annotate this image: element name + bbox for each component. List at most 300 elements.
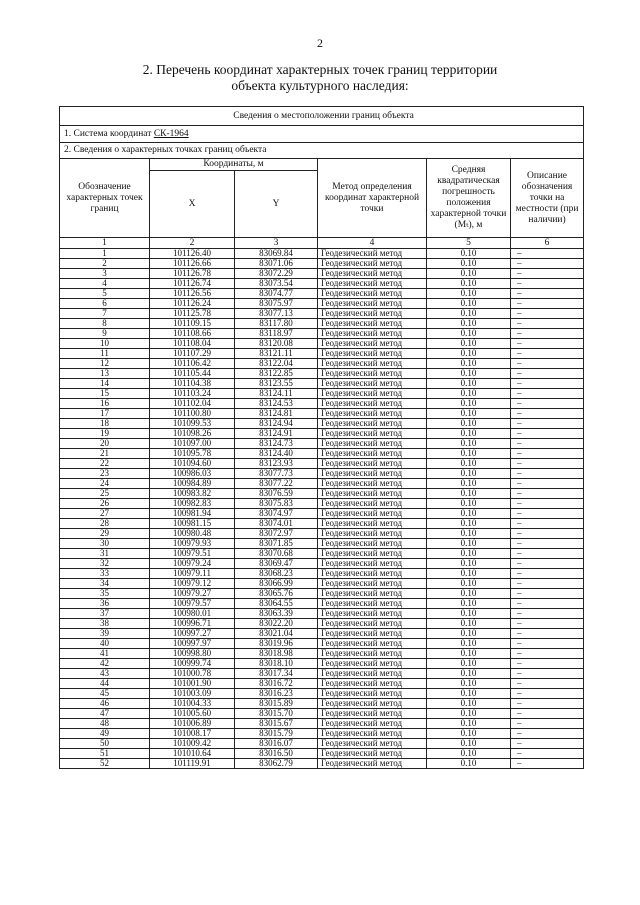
desc-cell: – [511, 329, 584, 339]
desc-cell: – [511, 599, 584, 609]
method-cell: Геодезический метод [318, 489, 427, 499]
y-cell: 83121.11 [235, 349, 318, 359]
table-row [60, 489, 584, 499]
desc-cell: – [511, 399, 584, 409]
error-cell: 0.10 [427, 689, 511, 699]
table-row [60, 279, 584, 289]
point-cell: 26 [60, 499, 150, 509]
y-cell: 83071.85 [235, 539, 318, 549]
y-cell: 83016.72 [235, 679, 318, 689]
method-cell: Геодезический метод [318, 629, 427, 639]
title-line-2: объекта культурного наследия: [231, 78, 409, 93]
y-cell: 83076.59 [235, 489, 318, 499]
point-cell: 24 [60, 479, 150, 489]
col-header-x: X [150, 171, 235, 238]
x-cell: 101126.40 [150, 249, 235, 259]
table-row [60, 369, 584, 379]
y-cell: 83075.83 [235, 499, 318, 509]
y-cell: 83063.39 [235, 609, 318, 619]
x-cell: 100980.01 [150, 609, 235, 619]
error-cell: 0.10 [427, 719, 511, 729]
x-cell: 101108.04 [150, 339, 235, 349]
error-cell: 0.10 [427, 759, 511, 769]
error-cell: 0.10 [427, 699, 511, 709]
x-cell: 100983.82 [150, 489, 235, 499]
error-cell: 0.10 [427, 589, 511, 599]
point-cell: 22 [60, 459, 150, 469]
table-row [60, 759, 584, 769]
method-cell: Геодезический метод [318, 279, 427, 289]
y-cell: 83069.84 [235, 249, 318, 259]
y-cell: 83015.67 [235, 719, 318, 729]
y-cell: 83016.23 [235, 689, 318, 699]
method-cell: Геодезический метод [318, 509, 427, 519]
y-cell: 83065.76 [235, 589, 318, 599]
error-cell: 0.10 [427, 669, 511, 679]
table-row [60, 599, 584, 609]
table-row [60, 349, 584, 359]
table-row [60, 359, 584, 369]
error-cell: 0.10 [427, 409, 511, 419]
desc-cell: – [511, 359, 584, 369]
coord-system-row [60, 126, 584, 143]
table-row [60, 589, 584, 599]
y-cell: 83015.89 [235, 699, 318, 709]
method-cell: Геодезический метод [318, 729, 427, 739]
error-cell: 0.10 [427, 549, 511, 559]
table-row [60, 539, 584, 549]
error-cell: 0.10 [427, 289, 511, 299]
table-row [60, 749, 584, 759]
method-cell: Геодезический метод [318, 449, 427, 459]
desc-cell: – [511, 319, 584, 329]
error-cell: 0.10 [427, 329, 511, 339]
method-cell: Геодезический метод [318, 389, 427, 399]
point-cell: 1 [60, 249, 150, 259]
error-cell: 0.10 [427, 679, 511, 689]
table-row [60, 509, 584, 519]
method-cell: Геодезический метод [318, 759, 427, 769]
method-cell: Геодезический метод [318, 529, 427, 539]
error-cell: 0.10 [427, 519, 511, 529]
desc-cell: – [511, 679, 584, 689]
error-cell: 0.10 [427, 269, 511, 279]
y-cell: 83124.11 [235, 389, 318, 399]
desc-cell: – [511, 429, 584, 439]
table-row [60, 389, 584, 399]
table-row [60, 419, 584, 429]
desc-cell: – [511, 589, 584, 599]
table-row [60, 469, 584, 479]
error-cell: 0.10 [427, 709, 511, 719]
error-cell: 0.10 [427, 489, 511, 499]
point-cell: 23 [60, 469, 150, 479]
x-cell: 100984.89 [150, 479, 235, 489]
point-cell: 38 [60, 619, 150, 629]
table-row [60, 379, 584, 389]
x-cell: 101004.33 [150, 699, 235, 709]
method-cell: Геодезический метод [318, 269, 427, 279]
desc-cell: – [511, 339, 584, 349]
desc-cell: – [511, 759, 584, 769]
error-cell: 0.10 [427, 389, 511, 399]
y-cell: 83072.29 [235, 269, 318, 279]
method-cell: Геодезический метод [318, 559, 427, 569]
table-row [60, 429, 584, 439]
error-cell: 0.10 [427, 559, 511, 569]
method-cell: Геодезический метод [318, 309, 427, 319]
x-cell: 101109.15 [150, 319, 235, 329]
point-cell: 12 [60, 359, 150, 369]
y-cell: 83066.99 [235, 579, 318, 589]
x-cell: 100999.74 [150, 659, 235, 669]
desc-cell: – [511, 379, 584, 389]
point-cell: 13 [60, 369, 150, 379]
table-row [60, 579, 584, 589]
error-cell: 0.10 [427, 339, 511, 349]
y-cell: 83015.79 [235, 729, 318, 739]
point-cell: 18 [60, 419, 150, 429]
table-row [60, 399, 584, 409]
desc-cell: – [511, 449, 584, 459]
method-cell: Геодезический метод [318, 299, 427, 309]
y-cell: 83077.22 [235, 479, 318, 489]
table-row [60, 479, 584, 489]
desc-cell: – [511, 249, 584, 259]
table-row [60, 249, 584, 259]
x-cell: 100979.51 [150, 549, 235, 559]
section2-label: 2. Сведения о характерных точках границ объекта [60, 143, 584, 159]
error-cell: 0.10 [427, 749, 511, 759]
point-cell: 8 [60, 319, 150, 329]
desc-cell: – [511, 629, 584, 639]
method-cell: Геодезический метод [318, 679, 427, 689]
desc-cell: – [511, 639, 584, 649]
x-cell: 100998.80 [150, 649, 235, 659]
x-cell: 100981.15 [150, 519, 235, 529]
x-cell: 101126.24 [150, 299, 235, 309]
error-cell: 0.10 [427, 649, 511, 659]
desc-cell: – [511, 479, 584, 489]
table-row [60, 739, 584, 749]
y-cell: 83068.23 [235, 569, 318, 579]
point-cell: 43 [60, 669, 150, 679]
error-cell: 0.10 [427, 419, 511, 429]
desc-cell: – [511, 689, 584, 699]
point-cell: 32 [60, 559, 150, 569]
x-cell: 101119.91 [150, 759, 235, 769]
y-cell: 83018.10 [235, 659, 318, 669]
point-cell: 48 [60, 719, 150, 729]
method-cell: Геодезический метод [318, 399, 427, 409]
method-cell: Геодезический метод [318, 669, 427, 679]
error-cell: 0.10 [427, 369, 511, 379]
table-row [60, 629, 584, 639]
coord-system [60, 126, 584, 143]
error-cell: 0.10 [427, 659, 511, 669]
point-cell: 34 [60, 579, 150, 589]
y-cell: 83124.40 [235, 449, 318, 459]
desc-cell: – [511, 409, 584, 419]
x-cell: 100979.27 [150, 589, 235, 599]
title-line-1: 2. Перечень координат характерных точек границ территории [142, 62, 498, 77]
error-cell: 0.10 [427, 619, 511, 629]
x-cell: 101099.53 [150, 419, 235, 429]
method-cell: Геодезический метод [318, 339, 427, 349]
method-cell: Геодезический метод [318, 739, 427, 749]
error-cell: 0.10 [427, 529, 511, 539]
table-row [60, 299, 584, 309]
desc-cell: – [511, 739, 584, 749]
point-cell: 4 [60, 279, 150, 289]
method-cell: Геодезический метод [318, 659, 427, 669]
method-cell: Геодезический метод [318, 379, 427, 389]
y-cell: 83077.73 [235, 469, 318, 479]
col-header-error: Средняя квадратическая погрешность положения характерной точки (Mₜ), м [427, 159, 511, 238]
point-cell: 30 [60, 539, 150, 549]
point-cell: 31 [60, 549, 150, 559]
error-cell: 0.10 [427, 299, 511, 309]
table-row [60, 519, 584, 529]
x-cell: 101000.78 [150, 669, 235, 679]
point-cell: 3 [60, 269, 150, 279]
desc-cell: – [511, 299, 584, 309]
page-number: 2 [317, 36, 323, 50]
table-row [60, 309, 584, 319]
x-cell: 101106.42 [150, 359, 235, 369]
desc-cell: – [511, 349, 584, 359]
coord-system-value: СК-1964 [153, 128, 189, 139]
desc-cell: – [511, 549, 584, 559]
y-cell: 83123.93 [235, 459, 318, 469]
table-row [60, 609, 584, 619]
desc-cell: – [511, 519, 584, 529]
x-cell: 101108.66 [150, 329, 235, 339]
desc-cell: – [511, 469, 584, 479]
table-row [60, 689, 584, 699]
desc-cell: – [511, 669, 584, 679]
x-cell: 100979.12 [150, 579, 235, 589]
point-cell: 11 [60, 349, 150, 359]
method-cell: Геодезический метод [318, 369, 427, 379]
error-cell: 0.10 [427, 509, 511, 519]
method-cell: Геодезический метод [318, 419, 427, 429]
method-cell: Геодезический метод [318, 699, 427, 709]
point-cell: 45 [60, 689, 150, 699]
table-row [60, 669, 584, 679]
method-cell: Геодезический метод [318, 569, 427, 579]
col-number: 5 [427, 238, 511, 249]
method-cell: Геодезический метод [318, 479, 427, 489]
y-cell: 83074.97 [235, 509, 318, 519]
desc-cell: – [511, 279, 584, 289]
x-cell: 101125.78 [150, 309, 235, 319]
col-number: 4 [318, 238, 427, 249]
point-cell: 29 [60, 529, 150, 539]
x-cell: 100979.57 [150, 599, 235, 609]
table-row [60, 559, 584, 569]
error-cell: 0.10 [427, 359, 511, 369]
point-cell: 50 [60, 739, 150, 749]
x-cell: 101107.29 [150, 349, 235, 359]
x-cell: 100979.93 [150, 539, 235, 549]
method-cell: Геодезический метод [318, 439, 427, 449]
desc-cell: – [511, 579, 584, 589]
error-cell: 0.10 [427, 249, 511, 259]
desc-cell: – [511, 509, 584, 519]
y-cell: 83124.73 [235, 439, 318, 449]
y-cell: 83070.68 [235, 549, 318, 559]
desc-cell: – [511, 719, 584, 729]
x-cell: 101094.60 [150, 459, 235, 469]
desc-cell: – [511, 659, 584, 669]
desc-cell: – [511, 419, 584, 429]
method-cell: Геодезический метод [318, 359, 427, 369]
error-cell: 0.10 [427, 259, 511, 269]
method-cell: Геодезический метод [318, 519, 427, 529]
desc-cell: – [511, 609, 584, 619]
table-row [60, 269, 584, 279]
table-row [60, 459, 584, 469]
x-cell: 101100.80 [150, 409, 235, 419]
method-cell: Геодезический метод [318, 499, 427, 509]
y-cell: 83124.53 [235, 399, 318, 409]
y-cell: 83064.55 [235, 599, 318, 609]
y-cell: 83118.97 [235, 329, 318, 339]
method-cell: Геодезический метод [318, 429, 427, 439]
desc-cell: – [511, 699, 584, 709]
error-cell: 0.10 [427, 279, 511, 289]
error-cell: 0.10 [427, 379, 511, 389]
method-cell: Геодезический метод [318, 539, 427, 549]
error-cell: 0.10 [427, 579, 511, 589]
coord-system-label: 1. Система координат [64, 128, 154, 139]
point-cell: 33 [60, 569, 150, 579]
point-cell: 46 [60, 699, 150, 709]
x-cell: 101005.60 [150, 709, 235, 719]
method-cell: Геодезический метод [318, 319, 427, 329]
error-cell: 0.10 [427, 569, 511, 579]
col-header-y: Y [235, 171, 318, 238]
y-cell: 83124.81 [235, 409, 318, 419]
x-cell: 101098.26 [150, 429, 235, 439]
x-cell: 100986.03 [150, 469, 235, 479]
desc-cell: – [511, 489, 584, 499]
table-row [60, 439, 584, 449]
table-row [60, 499, 584, 509]
x-cell: 101010.64 [150, 749, 235, 759]
point-cell: 27 [60, 509, 150, 519]
point-cell: 44 [60, 679, 150, 689]
table-row [60, 319, 584, 329]
y-cell: 83123.55 [235, 379, 318, 389]
desc-cell: – [511, 569, 584, 579]
point-cell: 6 [60, 299, 150, 309]
col-header-desc: Описание обозначения точки на местности (при наличии) [511, 159, 584, 238]
x-cell: 101102.04 [150, 399, 235, 409]
x-cell: 101006.89 [150, 719, 235, 729]
error-cell: 0.10 [427, 539, 511, 549]
point-cell: 17 [60, 409, 150, 419]
method-cell: Геодезический метод [318, 259, 427, 269]
point-cell: 51 [60, 749, 150, 759]
desc-cell: – [511, 649, 584, 659]
x-cell: 101009.42 [150, 739, 235, 749]
desc-cell: – [511, 539, 584, 549]
desc-cell: – [511, 559, 584, 569]
desc-cell: – [511, 389, 584, 399]
method-cell: Геодезический метод [318, 589, 427, 599]
point-cell: 25 [60, 489, 150, 499]
table-row [60, 649, 584, 659]
y-cell: 83122.04 [235, 359, 318, 369]
point-cell: 5 [60, 289, 150, 299]
x-cell: 100979.24 [150, 559, 235, 569]
point-cell: 7 [60, 309, 150, 319]
y-cell: 83074.01 [235, 519, 318, 529]
table-row [60, 339, 584, 349]
point-cell: 37 [60, 609, 150, 619]
point-cell: 2 [60, 259, 150, 269]
col-number: 2 [150, 238, 235, 249]
method-cell: Геодезический метод [318, 409, 427, 419]
x-cell: 101097.00 [150, 439, 235, 449]
table-row [60, 329, 584, 339]
point-cell: 9 [60, 329, 150, 339]
x-cell: 100997.27 [150, 629, 235, 639]
point-cell: 14 [60, 379, 150, 389]
x-cell: 101003.09 [150, 689, 235, 699]
y-cell: 83016.07 [235, 739, 318, 749]
desc-cell: – [511, 619, 584, 629]
method-cell: Геодезический метод [318, 289, 427, 299]
col-header-method: Метод определения координат характерной точки [318, 159, 427, 238]
column-header-row [60, 159, 584, 171]
y-cell: 83072.97 [235, 529, 318, 539]
y-cell: 83019.96 [235, 639, 318, 649]
x-cell: 100997.97 [150, 639, 235, 649]
method-cell: Геодезический метод [318, 749, 427, 759]
point-cell: 42 [60, 659, 150, 669]
point-cell: 16 [60, 399, 150, 409]
y-cell: 83074.77 [235, 289, 318, 299]
y-cell: 83075.97 [235, 299, 318, 309]
col-header-point: Обозначение характерных точек границ [60, 159, 150, 238]
desc-cell: – [511, 459, 584, 469]
x-cell: 100996.71 [150, 619, 235, 629]
error-cell: 0.10 [427, 469, 511, 479]
error-cell: 0.10 [427, 609, 511, 619]
error-cell: 0.10 [427, 459, 511, 469]
desc-cell: – [511, 499, 584, 509]
table-row [60, 709, 584, 719]
method-cell: Геодезический метод [318, 349, 427, 359]
page-title [0, 62, 640, 94]
x-cell: 101008.17 [150, 729, 235, 739]
method-cell: Геодезический метод [318, 619, 427, 629]
y-cell: 83122.85 [235, 369, 318, 379]
y-cell: 83017.34 [235, 669, 318, 679]
y-cell: 83062.79 [235, 759, 318, 769]
table-row [60, 679, 584, 689]
point-cell: 40 [60, 639, 150, 649]
error-cell: 0.10 [427, 629, 511, 639]
x-cell: 101105.44 [150, 369, 235, 379]
column-numbers-row [60, 238, 584, 249]
desc-cell: – [511, 269, 584, 279]
y-cell: 83016.50 [235, 749, 318, 759]
y-cell: 83077.13 [235, 309, 318, 319]
